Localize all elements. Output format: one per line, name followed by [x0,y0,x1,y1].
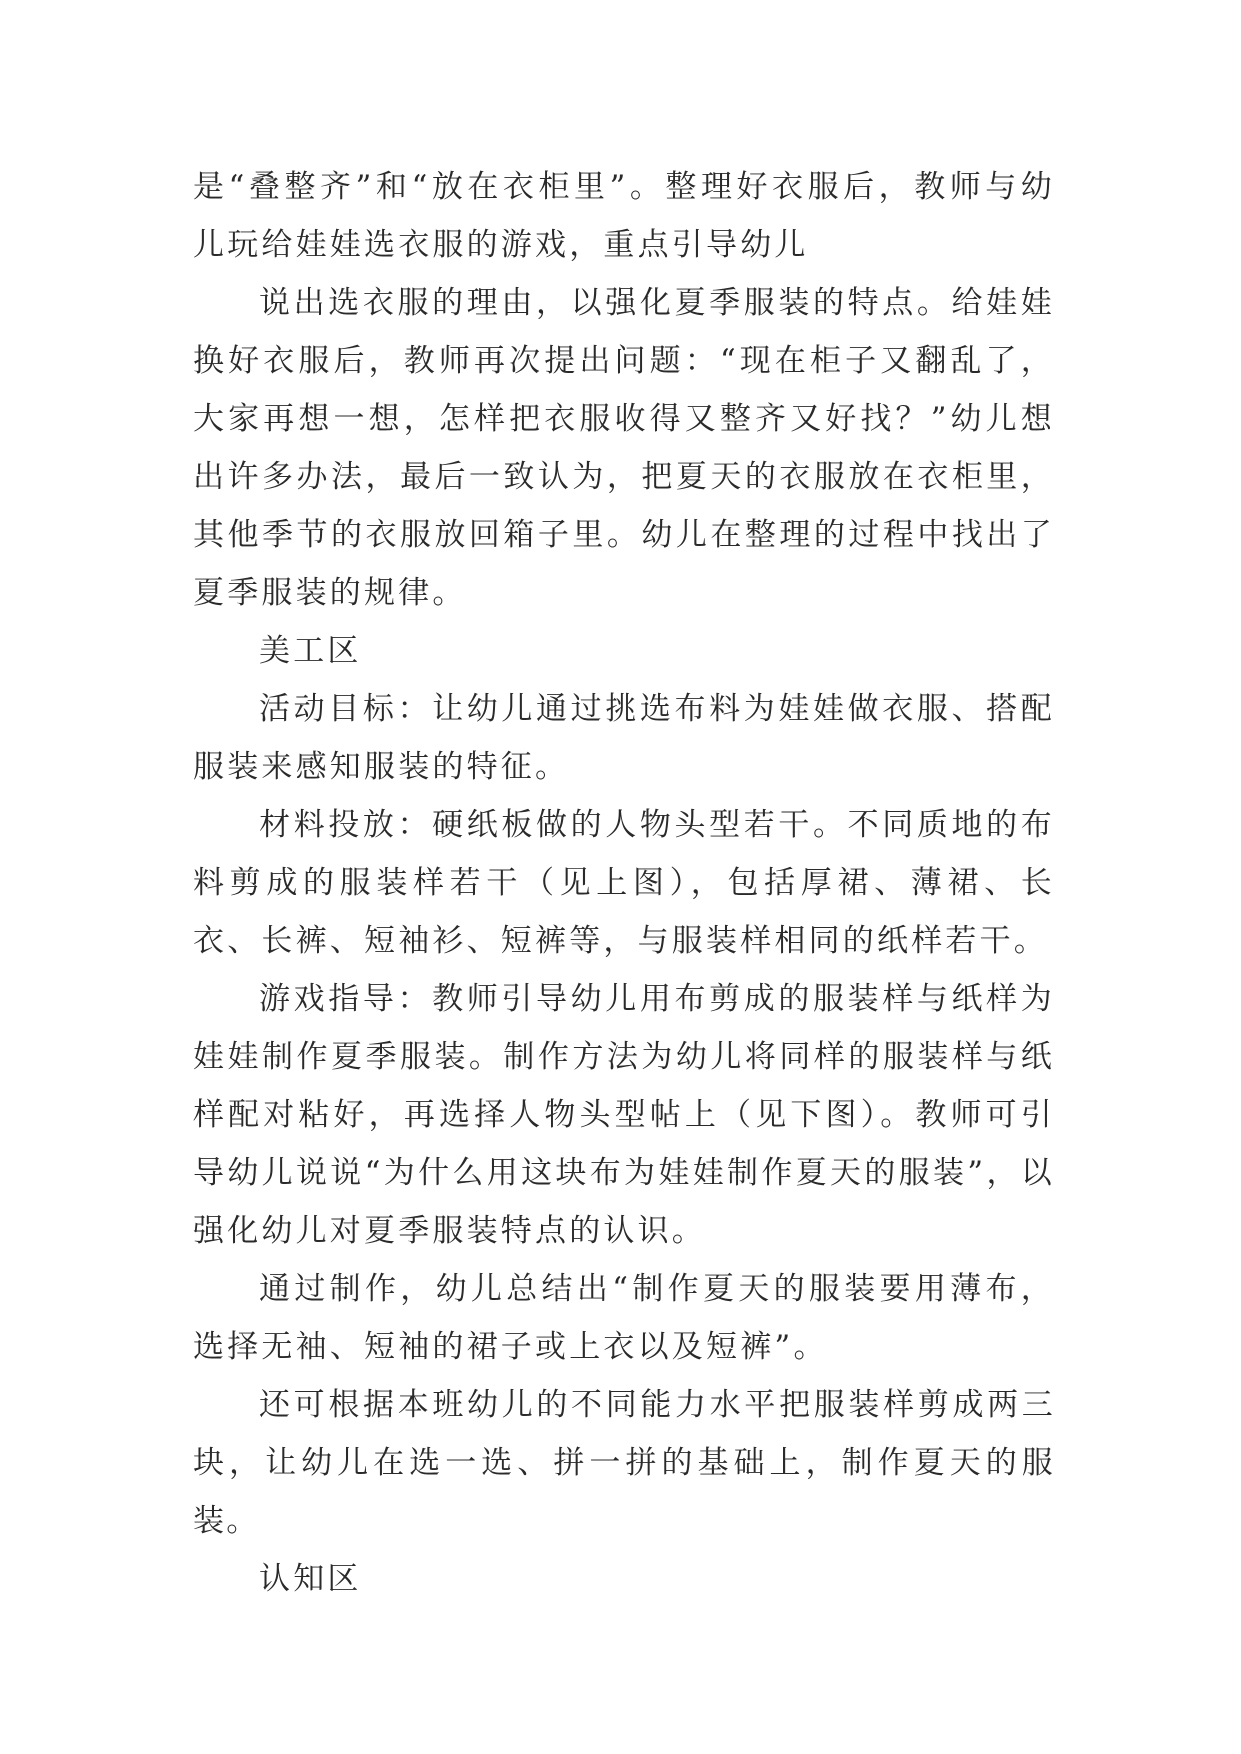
section-heading-art-area: 美工区 [259,633,362,669]
paragraph-game-guidance: 游戏指导：教师引导幼儿用布剪成的服装样与纸样为娃娃制作夏季服装。制作方法为幼儿将同样的服装样与纸样配对粘好，再选择人物头型帖上（见下图）。教师可引导幼儿说说“为什么用这块布为娃娃制作夏天的服装”，以强化幼儿对夏季服装特点的认识。 [193,981,1055,1249]
paragraph-choose-clothes-reason: 说出选衣服的理由，以强化夏季服装的特点。给娃娃换好衣服后，教师再次提出问题：“现在柜子又翻乱了，大家再想一想，怎样把衣服收得又整齐又好找？”幼儿想出许多办法，最后一致认为，把夏天的衣服放在衣柜里，其他季节的衣服放回箱子里。幼儿在整理的过程中找出了夏季服装的规律。 [193,285,1055,611]
paragraph-activity-goal: 活动目标：让幼儿通过挑选布料为娃娃做衣服、搭配服装来感知服装的特征。 [193,691,1055,785]
paragraph-materials: 材料投放：硬纸板做的人物头型若干。不同质地的布料剪成的服装样若干（见上图），包括厚裙、薄裙、长衣、长裤、短袖衫、短裤等，与服装样相同的纸样若干。 [193,807,1055,959]
paragraph-summary: 通过制作，幼儿总结出“制作夏天的服装要用薄布，选择无袖、短袖的裙子或上衣以及短裤”。 [193,1271,1055,1365]
document-body [193,158,1055,1608]
section-heading-cognition-area: 认知区 [259,1561,362,1597]
paragraph-ability-levels: 还可根据本班幼儿的不同能力水平把服装样剪成两三块，让幼儿在选一选、拼一拼的基础上，制作夏天的服装。 [193,1387,1055,1539]
paragraph-continuation: 是“叠整齐”和“放在衣柜里”。整理好衣服后，教师与幼儿玩给娃娃选衣服的游戏，重点引导幼儿 [193,169,1055,263]
